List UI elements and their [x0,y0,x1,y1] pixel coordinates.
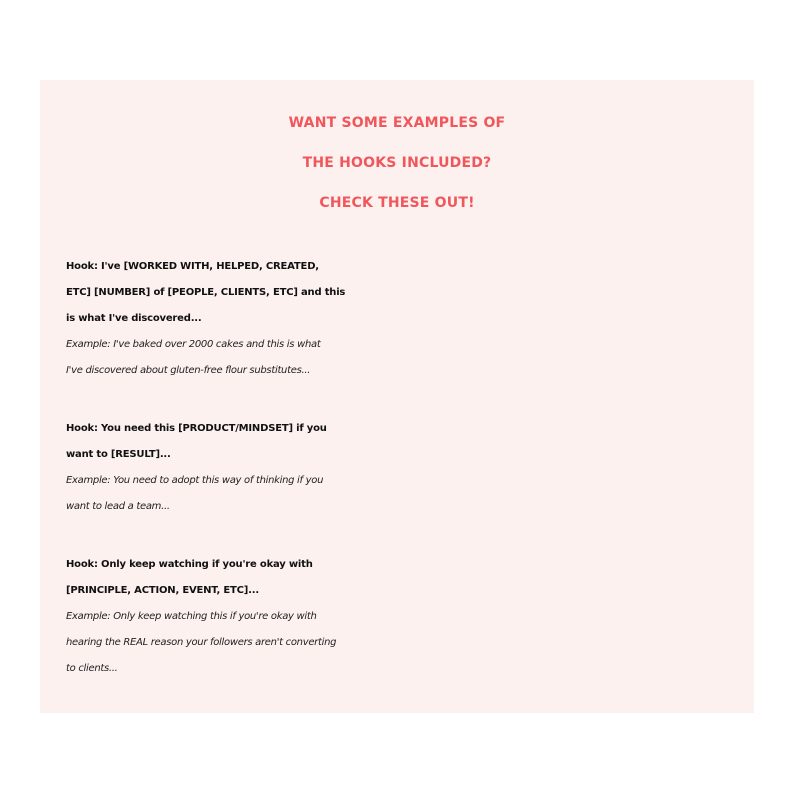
hook-block-2 [66,416,746,520]
example-text [66,604,746,682]
hook-line: [PRINCIPLE, ACTION, EVENT, ETC]... [66,585,259,596]
hook-block-1 [66,254,746,384]
hook-text [66,552,746,604]
title-line-3: CHECK THESE OUT! [319,195,475,211]
hook-text [66,416,746,468]
hook-line: ETC] [NUMBER] of [PEOPLE, CLIENTS, ETC] and this [66,287,346,298]
hook-text [66,254,746,332]
hook-line: Hook: Only keep watching if you're okay with [66,559,313,570]
page-title [40,103,754,223]
hook-line: Hook: You need this [PRODUCT/MINDSET] if you [66,423,327,434]
example-line: Example: You need to adopt this way of thinking if you [66,475,324,486]
title-line-2: THE HOOKS INCLUDED? [302,155,492,171]
example-line: to clients... [66,663,118,674]
example-line: Example: Only keep watching this if you're okay with [66,611,317,622]
example-line: I've discovered about gluten-free flour substitutes... [66,365,311,376]
hook-line: is what I've discovered... [66,313,202,324]
example-line: Example: I've baked over 2000 cakes and this is what [66,339,321,350]
hook-block-3 [66,552,746,682]
example-text [66,468,746,520]
title-line-1: WANT SOME EXAMPLES OF [288,115,506,131]
content-card [40,80,754,713]
example-text [66,332,746,384]
example-line: hearing the REAL reason your followers aren't converting [66,637,337,648]
example-line: want to lead a team... [66,501,170,512]
hook-line: want to [RESULT]... [66,449,171,460]
hook-line: Hook: I've [WORKED WITH, HELPED, CREATED, [66,261,319,272]
